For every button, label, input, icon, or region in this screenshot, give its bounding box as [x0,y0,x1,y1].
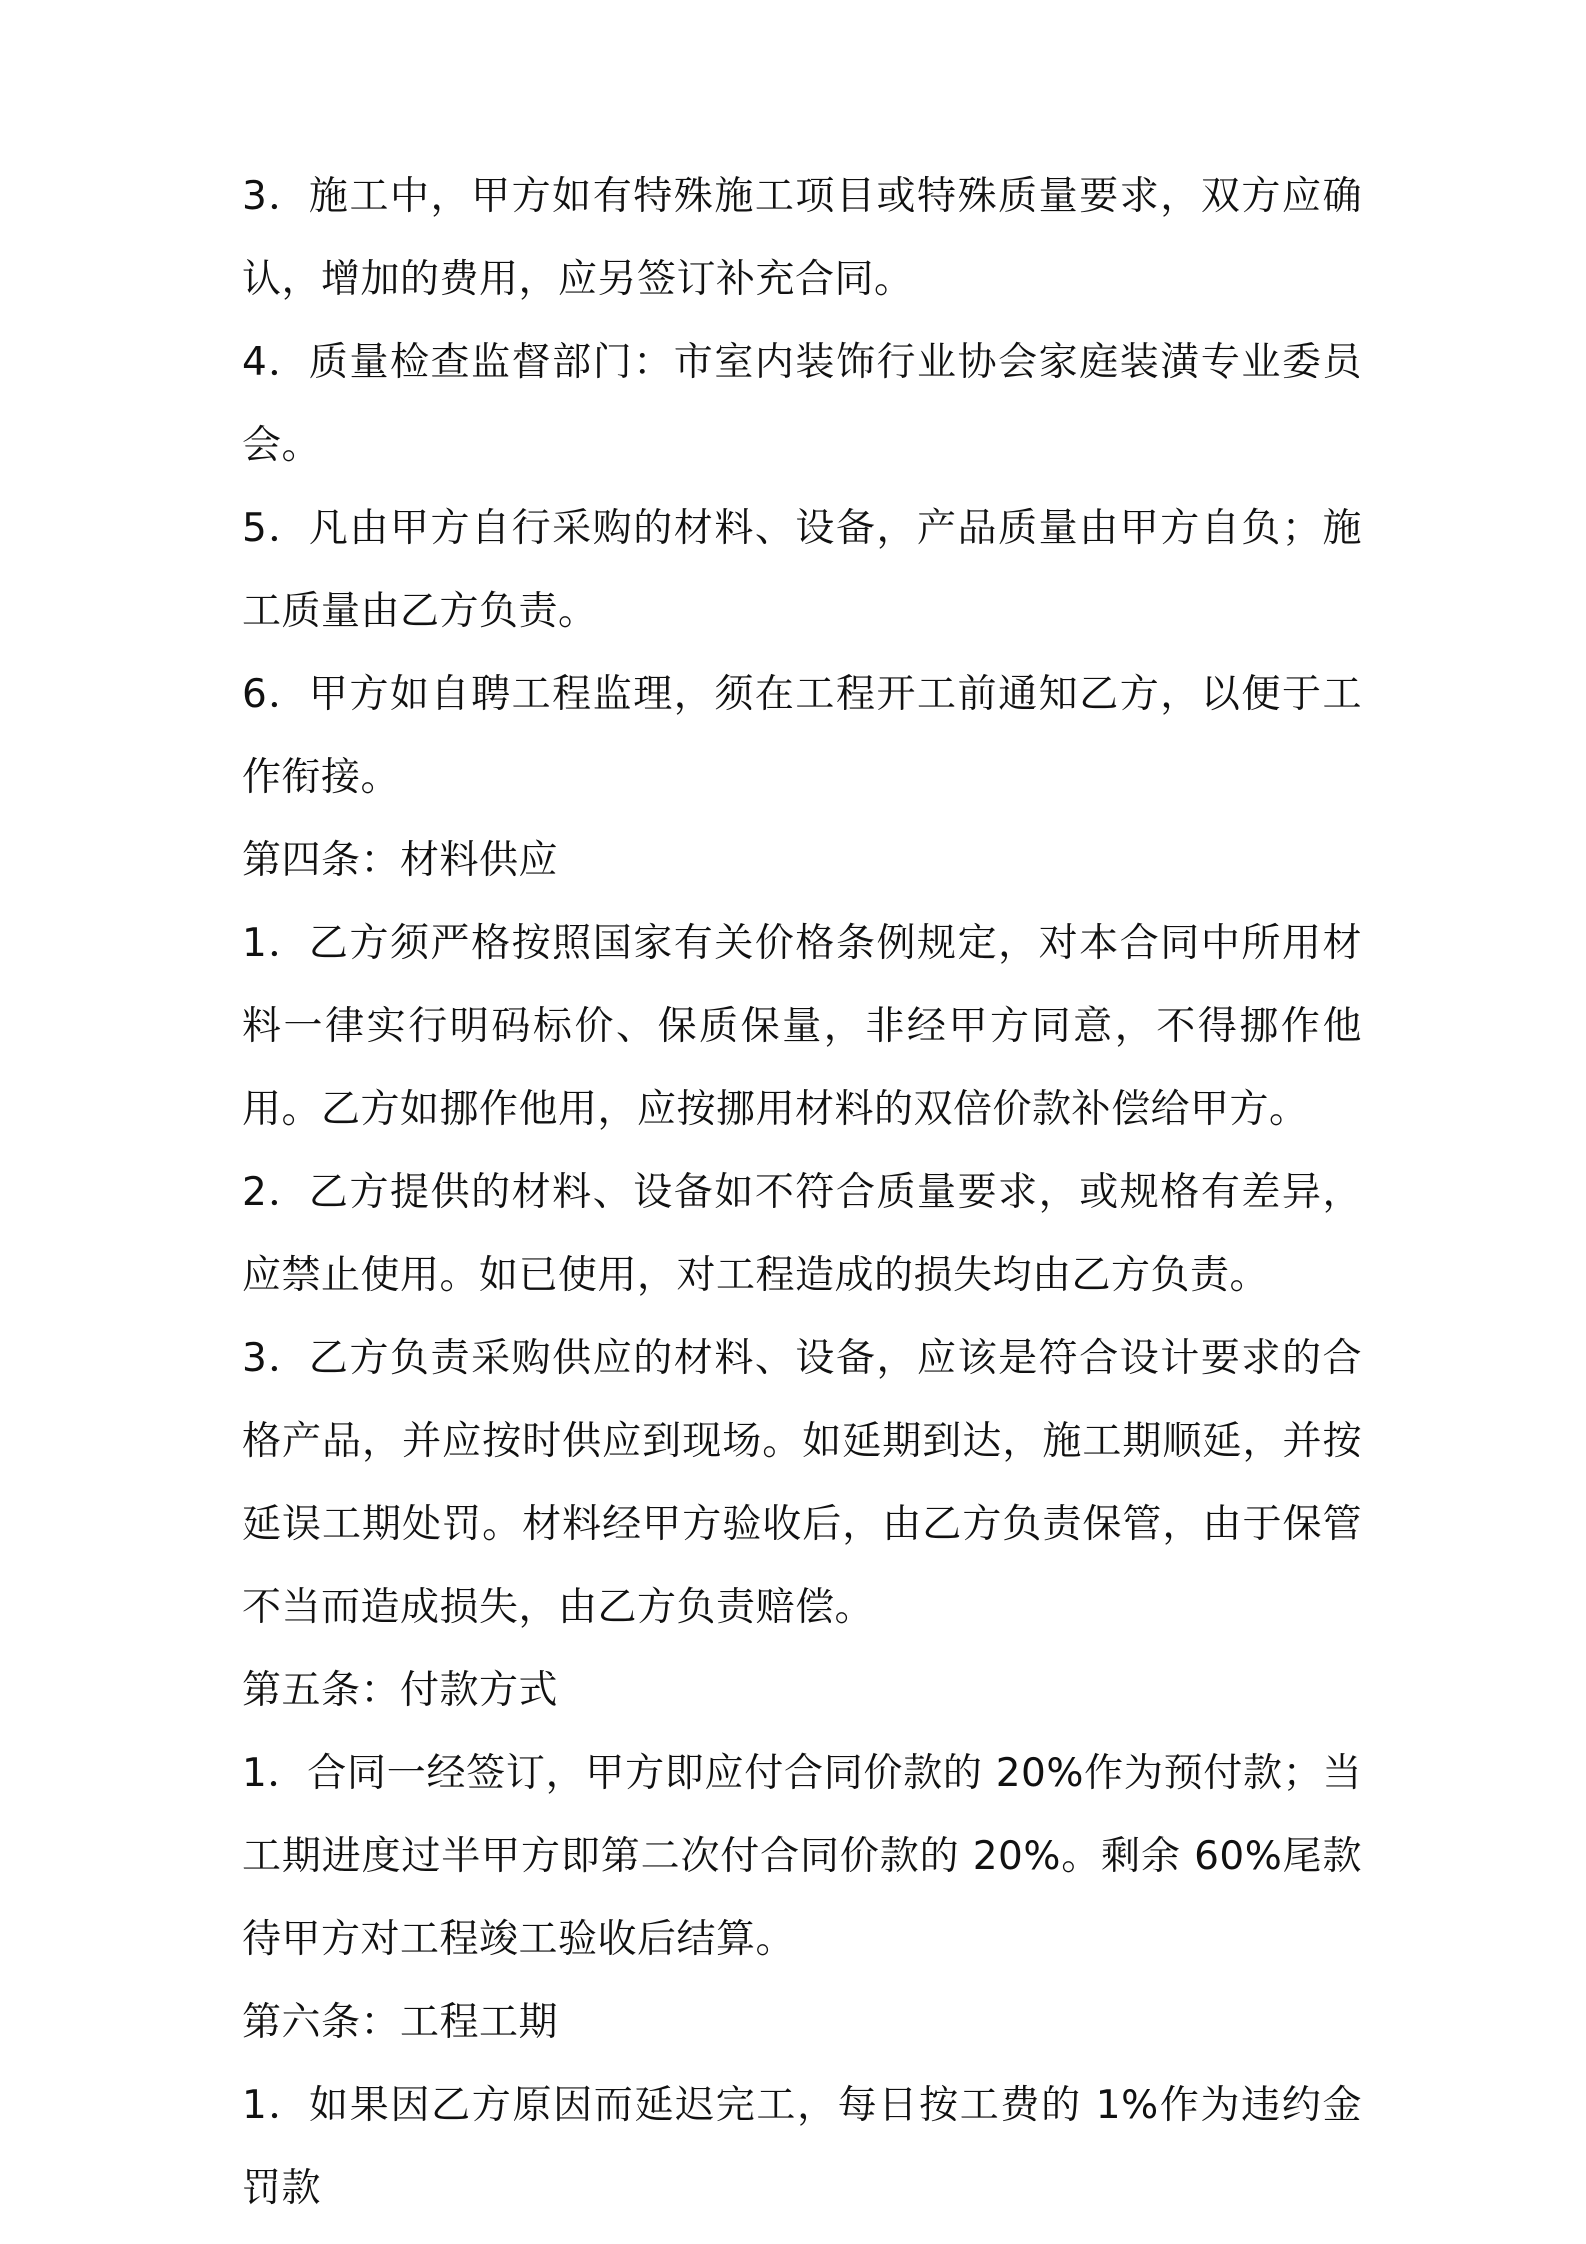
section-heading-schedule: 第六条：工程工期 [242,2000,559,2045]
payment-clause-1: 1．合同一经签订，甲方即应付合同价款的 20%作为预付款；当工期进度过半甲方即第二次付合同价款的 20%。剩余 60%尾款待甲方对工程竣工验收后结算。 [242,1751,1362,1962]
clause-3-special-requirements: 3．施工中，甲方如有特殊施工项目或特殊质量要求，双方应确认，增加的费用，应另签订补充合同。 [242,174,1362,302]
clause-4-quality-supervision: 4．质量检查监督部门：市室内装饰行业协会家庭装潢专业委员会。 [242,340,1362,468]
materials-clause-3: 3．乙方负责采购供应的材料、设备，应该是符合设计要求的合格产品，并应按时供应到现场。如延期到达，施工期顺延，并按延误工期处罚。材料经甲方验收后，由乙方负责保管，由于保管不当而造成损失，由乙方负责赔偿。 [242,1336,1362,1630]
section-heading-materials: 第四条：材料供应 [242,838,559,883]
clause-5-material-quality: 5．凡由甲方自行采购的材料、设备，产品质量由甲方自负；施工质量由乙方负责。 [242,506,1362,634]
schedule-clause-1: 1．如果因乙方原因而延迟完工，每日按工费的 1%作为违约金罚款 [242,2083,1362,2211]
materials-clause-2: 2．乙方提供的材料、设备如不符合质量要求，或规格有差异，应禁止使用。如已使用，对工程造成的损失均由乙方负责。 [242,1170,1362,1298]
clause-6-supervisor: 6．甲方如自聘工程监理，须在工程开工前通知乙方，以便于工作衔接。 [242,672,1362,800]
section-heading-payment: 第五条：付款方式 [242,1668,559,1713]
document-body [242,155,1362,2230]
materials-clause-1: 1．乙方须严格按照国家有关价格条例规定，对本合同中所用材料一律实行明码标价、保质保量，非经甲方同意，不得挪作他用。乙方如挪作他用，应按挪用材料的双倍价款补偿给甲方。 [242,921,1362,1132]
